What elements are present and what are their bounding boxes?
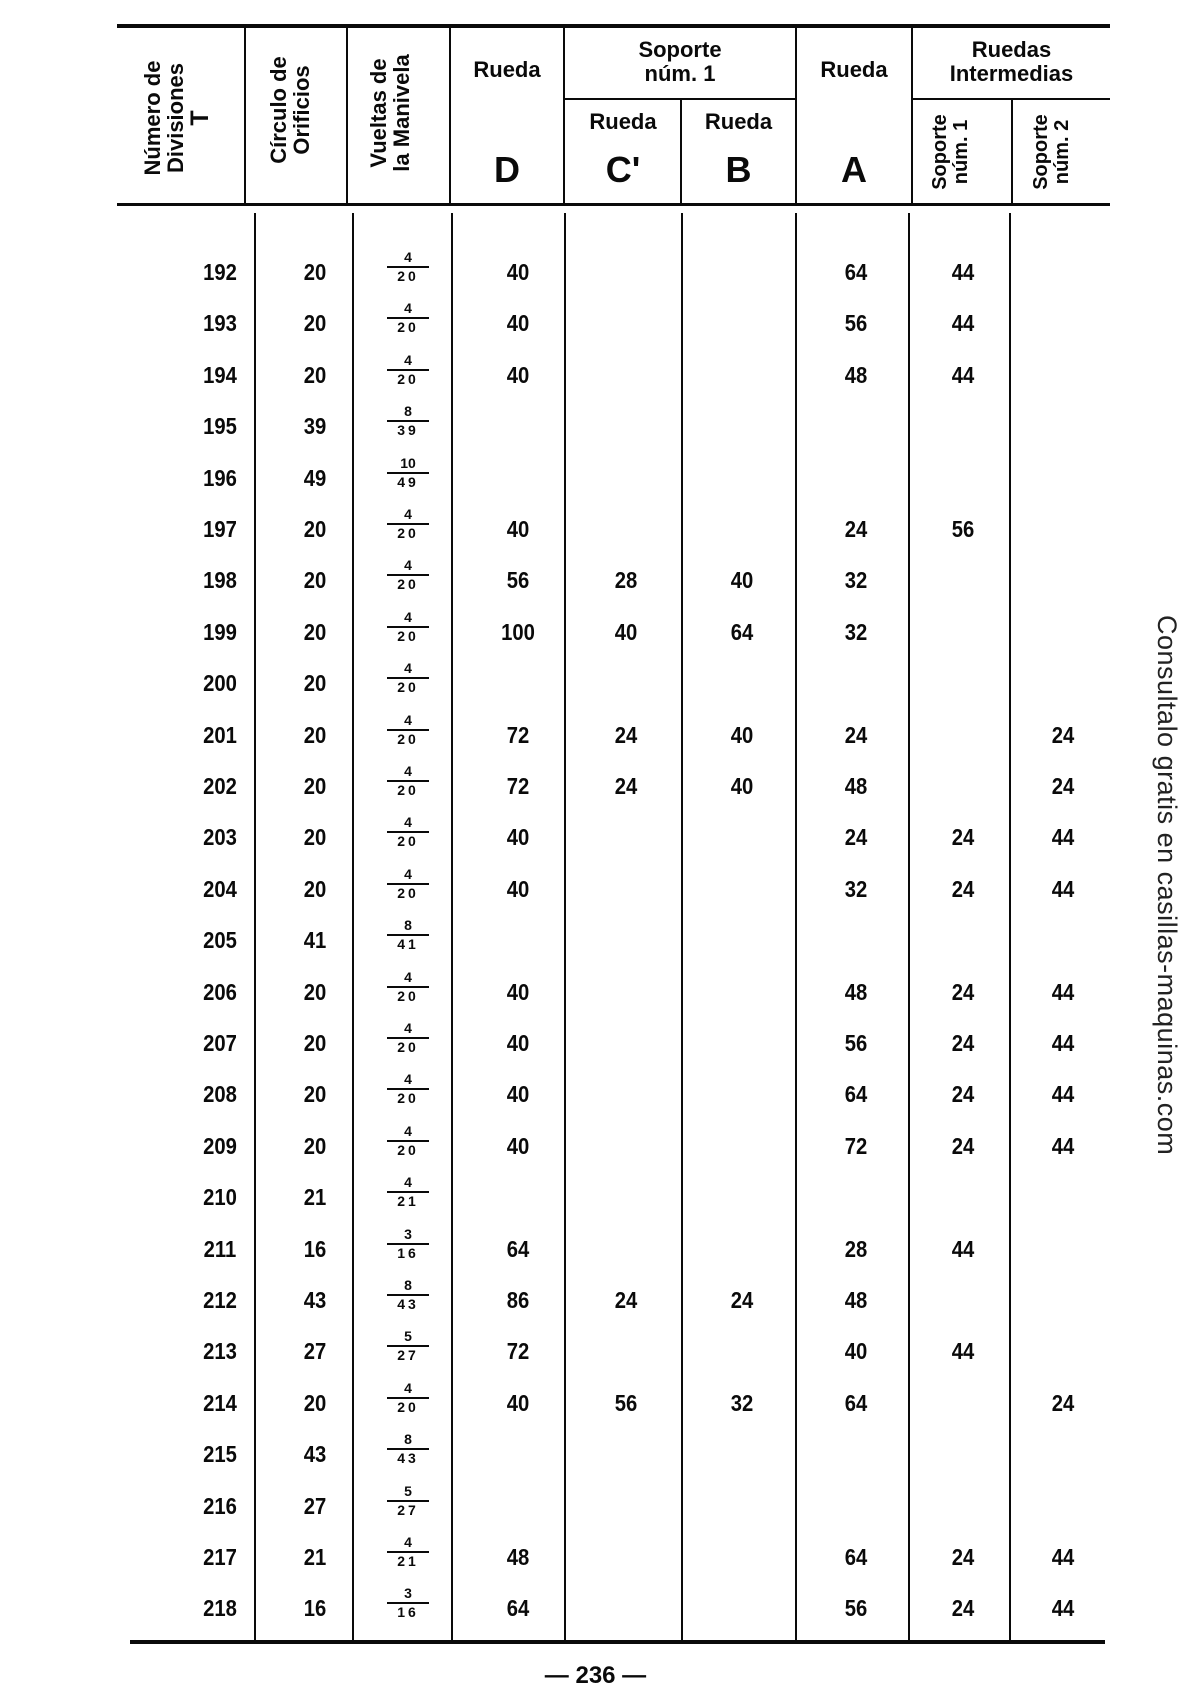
cell-rueda-a: 64 [844, 259, 868, 285]
cell-rueda-d: 72 [506, 721, 530, 748]
cell-numero: 218 [203, 1595, 237, 1622]
cell-rueda-c: 24 [614, 721, 638, 748]
cell-vueltas-fraction [385, 1381, 431, 1415]
cell-rueda-d: 56 [506, 567, 530, 594]
cell-vueltas-fraction [385, 1586, 431, 1620]
cell-circulo: 20 [303, 1132, 327, 1159]
fraction-numerator: 8 [404, 917, 412, 934]
cell-soporte-1: 24 [951, 1030, 975, 1056]
cell-soporte-1: 44 [951, 1338, 975, 1365]
cell-numero: 212 [203, 1287, 237, 1313]
fraction-numerator: 4 [404, 968, 412, 985]
cell-numero: 195 [203, 413, 237, 440]
cell-rueda-d: 64 [506, 1235, 530, 1262]
cell-circulo: 20 [303, 567, 327, 594]
cell-soporte-1: 24 [951, 1544, 975, 1570]
fraction-numerator: 3 [404, 1225, 412, 1242]
fraction-denominator: 20 [397, 1039, 419, 1055]
cell-soporte-2: 44 [1051, 1081, 1075, 1108]
cell-rueda-a: 24 [844, 721, 868, 748]
fraction-denominator: 20 [397, 1090, 419, 1107]
cell-circulo: 43 [303, 1287, 327, 1313]
header-vueltas-manivela: Vueltas de la Manivela [366, 54, 415, 172]
fraction-numerator: 8 [404, 1431, 412, 1448]
cell-numero: 217 [203, 1544, 237, 1570]
fraction-numerator: 5 [404, 1328, 412, 1345]
cell-vueltas-fraction [385, 867, 431, 901]
cell-soporte-2: 44 [1051, 1132, 1075, 1159]
cell-numero: 196 [203, 464, 237, 491]
header-soporte-2: Soporte núm. 2 [1030, 114, 1073, 190]
fraction-numerator: 10 [400, 454, 416, 471]
fraction-denominator: 16 [397, 1244, 419, 1261]
fraction-numerator: 4 [404, 1071, 412, 1088]
cell-rueda-d: 100 [501, 618, 535, 645]
cell-soporte-1: 24 [951, 1132, 975, 1159]
cell-rueda-b: 32 [730, 1389, 754, 1416]
fraction-numerator: 8 [404, 403, 412, 420]
cell-numero: 213 [203, 1338, 237, 1365]
cell-circulo: 20 [303, 670, 327, 697]
cell-rueda-a: 48 [844, 978, 868, 1005]
cell-vueltas-fraction [385, 404, 431, 438]
fraction-denominator: 16 [397, 1604, 419, 1621]
cell-vueltas-fraction [385, 1175, 431, 1209]
cell-numero: 203 [203, 824, 237, 851]
cell-circulo: 20 [303, 1030, 327, 1056]
cell-rueda-a: 28 [844, 1235, 868, 1262]
cell-rueda-a: 56 [844, 310, 868, 337]
fraction-denominator: 49 [397, 473, 419, 490]
cell-rueda-d: 40 [506, 1030, 530, 1056]
header-circulo-orificios: Círculo de Orificios [266, 56, 315, 164]
fraction-denominator: 27 [397, 1501, 419, 1518]
cell-circulo: 21 [303, 1544, 327, 1570]
fraction-numerator: 4 [404, 660, 412, 677]
cell-numero: 215 [203, 1441, 237, 1468]
fraction-numerator: 4 [404, 608, 412, 625]
header-rueda-a: Rueda [820, 57, 888, 82]
cell-circulo: 49 [303, 464, 327, 491]
body-divider-2 [352, 213, 354, 1640]
cell-rueda-b: 40 [730, 567, 754, 594]
cell-soporte-2: 44 [1051, 875, 1075, 902]
cell-rueda-a: 48 [844, 1287, 868, 1313]
cell-rueda-b: 40 [730, 721, 754, 748]
fraction-denominator: 21 [397, 1553, 419, 1569]
cell-numero: 204 [203, 875, 237, 902]
page-number: — 236 — [544, 1662, 647, 1689]
cell-vueltas-fraction [385, 661, 431, 695]
fraction-denominator: 43 [397, 1296, 419, 1312]
fraction-denominator: 20 [397, 576, 419, 593]
fraction-numerator: 4 [404, 557, 412, 574]
cell-vueltas-fraction [385, 1535, 431, 1569]
cell-rueda-a: 72 [844, 1132, 868, 1159]
cell-numero: 198 [203, 567, 237, 594]
cell-rueda-d: 40 [506, 1081, 530, 1108]
cell-rueda-d: 40 [506, 875, 530, 902]
cell-numero: 193 [203, 310, 237, 337]
cell-rueda-d: 86 [506, 1287, 530, 1313]
cell-rueda-b: 24 [730, 1287, 754, 1313]
header-rueda-d-letter: D [494, 149, 520, 190]
cell-rueda-c: 24 [614, 1287, 638, 1313]
fraction-denominator: 27 [397, 1347, 419, 1364]
cell-rueda-a: 32 [844, 567, 868, 594]
header-rueda-d: Rueda [473, 57, 541, 82]
cell-circulo: 20 [303, 824, 327, 851]
cell-soporte-1: 24 [951, 875, 975, 902]
cell-rueda-a: 56 [844, 1030, 868, 1056]
cell-rueda-c: 24 [614, 773, 638, 799]
cell-numero: 202 [203, 773, 237, 799]
cell-circulo: 20 [303, 875, 327, 902]
cell-soporte-2: 24 [1051, 721, 1075, 748]
cell-circulo: 20 [303, 361, 327, 388]
cell-rueda-c: 40 [614, 618, 638, 645]
cell-circulo: 21 [303, 1184, 327, 1211]
cell-rueda-a: 32 [844, 618, 868, 645]
fraction-denominator: 20 [397, 627, 419, 644]
cell-vueltas-fraction [385, 1021, 431, 1055]
header-rueda-c-letter: C' [605, 149, 641, 190]
body-divider-5 [681, 213, 683, 1640]
cell-vueltas-fraction [385, 507, 431, 541]
fraction-denominator: 20 [397, 268, 419, 284]
cell-vueltas-fraction [385, 456, 431, 490]
cell-circulo: 20 [303, 721, 327, 748]
cell-rueda-d: 72 [506, 773, 530, 799]
header-numero-divisiones: Número de Divisiones T [140, 60, 215, 176]
table-top-rule [117, 24, 1110, 28]
cell-numero: 201 [203, 721, 237, 748]
cell-rueda-d: 72 [506, 1338, 530, 1365]
cell-soporte-1: 24 [951, 1595, 975, 1622]
cell-numero: 209 [203, 1132, 237, 1159]
cell-rueda-a: 48 [844, 773, 868, 799]
body-divider-4 [564, 213, 566, 1640]
cell-soporte-2: 24 [1051, 773, 1075, 799]
fraction-denominator: 20 [397, 782, 419, 798]
fraction-denominator: 20 [397, 884, 419, 901]
cell-soporte-1: 44 [951, 310, 975, 337]
cell-circulo: 20 [303, 310, 327, 337]
cell-vueltas-fraction [385, 764, 431, 798]
cell-circulo: 27 [303, 1492, 327, 1519]
cell-vueltas-fraction [385, 1124, 431, 1158]
header-bottom-rule [117, 203, 1110, 206]
cell-soporte-1: 44 [951, 361, 975, 388]
header-rueda-a-letter: A [841, 149, 867, 190]
cell-soporte-2: 24 [1051, 1389, 1075, 1416]
fraction-numerator: 4 [404, 1020, 412, 1036]
cell-vueltas-fraction [385, 970, 431, 1004]
cell-vueltas-fraction [385, 610, 431, 644]
fraction-denominator: 20 [397, 370, 419, 387]
header-soporte-1: Soporte núm. 1 [929, 114, 972, 190]
fraction-numerator: 4 [404, 711, 412, 728]
fraction-numerator: 4 [404, 1534, 412, 1550]
cell-rueda-d: 40 [506, 1132, 530, 1159]
cell-numero: 214 [203, 1389, 237, 1416]
cell-numero: 205 [203, 927, 237, 954]
cell-rueda-a: 64 [844, 1081, 868, 1108]
cell-rueda-d: 40 [506, 1389, 530, 1416]
cell-circulo: 27 [303, 1338, 327, 1365]
cell-soporte-1: 44 [951, 259, 975, 285]
cell-soporte-1: 24 [951, 1081, 975, 1108]
fraction-numerator: 3 [404, 1585, 412, 1602]
cell-rueda-d: 40 [506, 259, 530, 285]
cell-rueda-a: 24 [844, 516, 868, 542]
fraction-numerator: 4 [404, 300, 412, 317]
cell-soporte-2: 44 [1051, 1544, 1075, 1570]
body-divider-6 [795, 213, 797, 1640]
table-bottom-rule [130, 1640, 1105, 1644]
cell-numero: 197 [203, 516, 237, 542]
cell-rueda-a: 56 [844, 1595, 868, 1622]
cell-rueda-d: 48 [506, 1544, 530, 1570]
soporte-sub-rule [563, 98, 795, 100]
cell-circulo: 20 [303, 1081, 327, 1108]
cell-rueda-c: 28 [614, 567, 638, 594]
fraction-denominator: 20 [397, 679, 419, 696]
cell-rueda-a: 24 [844, 824, 868, 851]
fraction-denominator: 20 [397, 987, 419, 1004]
cell-rueda-a: 64 [844, 1389, 868, 1416]
fraction-numerator: 4 [404, 1379, 412, 1396]
fraction-denominator: 20 [397, 1398, 419, 1415]
fraction-denominator: 39 [397, 422, 419, 439]
cell-numero: 194 [203, 361, 237, 388]
intermedias-sub-rule [911, 98, 1110, 100]
fraction-numerator: 8 [404, 1277, 412, 1293]
fraction-denominator: 20 [397, 833, 419, 850]
fraction-numerator: 5 [404, 1482, 412, 1499]
header-rueda-b-letter: B [725, 149, 752, 190]
cell-soporte-1: 24 [951, 978, 975, 1005]
cell-vueltas-fraction [385, 1227, 431, 1261]
fraction-denominator: 20 [397, 525, 419, 541]
cell-rueda-a: 40 [844, 1338, 868, 1365]
cell-vueltas-fraction [385, 558, 431, 592]
fraction-denominator: 20 [397, 1141, 419, 1158]
cell-vueltas-fraction [385, 815, 431, 849]
cell-numero: 199 [203, 618, 237, 645]
cell-circulo: 20 [303, 516, 327, 542]
body-divider-8 [1009, 213, 1011, 1640]
cell-circulo: 20 [303, 618, 327, 645]
cell-rueda-d: 40 [506, 516, 530, 542]
cell-vueltas-fraction [385, 918, 431, 952]
fraction-numerator: 4 [404, 249, 412, 265]
header-soporte-num-1: Soporte núm. 1 [638, 37, 722, 87]
cell-soporte-2: 44 [1051, 978, 1075, 1005]
cell-vueltas-fraction [385, 1484, 431, 1518]
cell-circulo: 20 [303, 773, 327, 799]
cell-circulo: 16 [303, 1235, 327, 1262]
hdr-divider-8 [1011, 100, 1013, 203]
header-ruedas-intermedias: Ruedas Intermedias [949, 37, 1074, 87]
side-note-text: Consultalo gratis en casillas-maquinas.com [1152, 615, 1182, 1156]
cell-numero: 207 [203, 1030, 237, 1056]
cell-circulo: 16 [303, 1595, 327, 1622]
fraction-numerator: 4 [404, 1122, 412, 1139]
cell-rueda-d: 64 [506, 1595, 530, 1622]
fraction-numerator: 4 [404, 763, 412, 779]
fraction-denominator: 20 [397, 730, 419, 747]
cell-circulo: 43 [303, 1441, 327, 1468]
cell-soporte-2: 44 [1051, 1595, 1075, 1622]
fraction-numerator: 4 [404, 1174, 412, 1191]
fraction-denominator: 21 [397, 1193, 419, 1210]
cell-numero: 206 [203, 978, 237, 1005]
cell-numero: 208 [203, 1081, 237, 1108]
cell-vueltas-fraction [385, 1432, 431, 1466]
cell-rueda-a: 48 [844, 361, 868, 388]
cell-vueltas-fraction [385, 1329, 431, 1363]
cell-vueltas-fraction [385, 1278, 431, 1312]
fraction-numerator: 4 [404, 506, 412, 522]
cell-numero: 216 [203, 1492, 237, 1519]
cell-numero: 192 [203, 259, 237, 285]
cell-rueda-d: 40 [506, 310, 530, 337]
cell-rueda-d: 40 [506, 978, 530, 1005]
cell-soporte-1: 44 [951, 1235, 975, 1262]
cell-rueda-c: 56 [614, 1389, 638, 1416]
cell-rueda-b: 40 [730, 773, 754, 799]
cell-rueda-a: 32 [844, 875, 868, 902]
cell-soporte-2: 44 [1051, 824, 1075, 851]
fraction-denominator: 20 [397, 319, 419, 336]
fraction-numerator: 4 [404, 814, 412, 831]
cell-circulo: 41 [303, 927, 327, 954]
fraction-denominator: 43 [397, 1450, 419, 1467]
cell-soporte-1: 24 [951, 824, 975, 851]
cell-numero: 210 [203, 1184, 237, 1211]
cell-circulo: 20 [303, 259, 327, 285]
fraction-denominator: 41 [397, 936, 419, 953]
header-rueda-b: Rueda [704, 109, 773, 134]
cell-vueltas-fraction [385, 301, 431, 335]
hdr-divider-2 [346, 28, 348, 203]
cell-rueda-b: 64 [730, 618, 754, 645]
body-divider-7 [908, 213, 910, 1640]
cell-soporte-1: 56 [951, 516, 975, 542]
cell-circulo: 20 [303, 978, 327, 1005]
cell-rueda-d: 40 [506, 361, 530, 388]
cell-rueda-d: 40 [506, 824, 530, 851]
header-rueda-c: Rueda [589, 109, 657, 134]
cell-vueltas-fraction [385, 353, 431, 387]
cell-circulo: 20 [303, 1389, 327, 1416]
cell-circulo: 39 [303, 413, 327, 440]
cell-vueltas-fraction [385, 250, 431, 284]
cell-numero: 200 [203, 670, 237, 697]
hdr-divider-1 [244, 28, 246, 203]
cell-rueda-a: 64 [844, 1544, 868, 1570]
fraction-numerator: 4 [404, 351, 412, 368]
cell-soporte-2: 44 [1051, 1030, 1075, 1056]
fraction-numerator: 4 [404, 865, 412, 882]
body-divider-3 [451, 213, 453, 1640]
cell-numero: 211 [203, 1235, 237, 1262]
cell-vueltas-fraction [385, 1072, 431, 1106]
cell-vueltas-fraction [385, 713, 431, 747]
